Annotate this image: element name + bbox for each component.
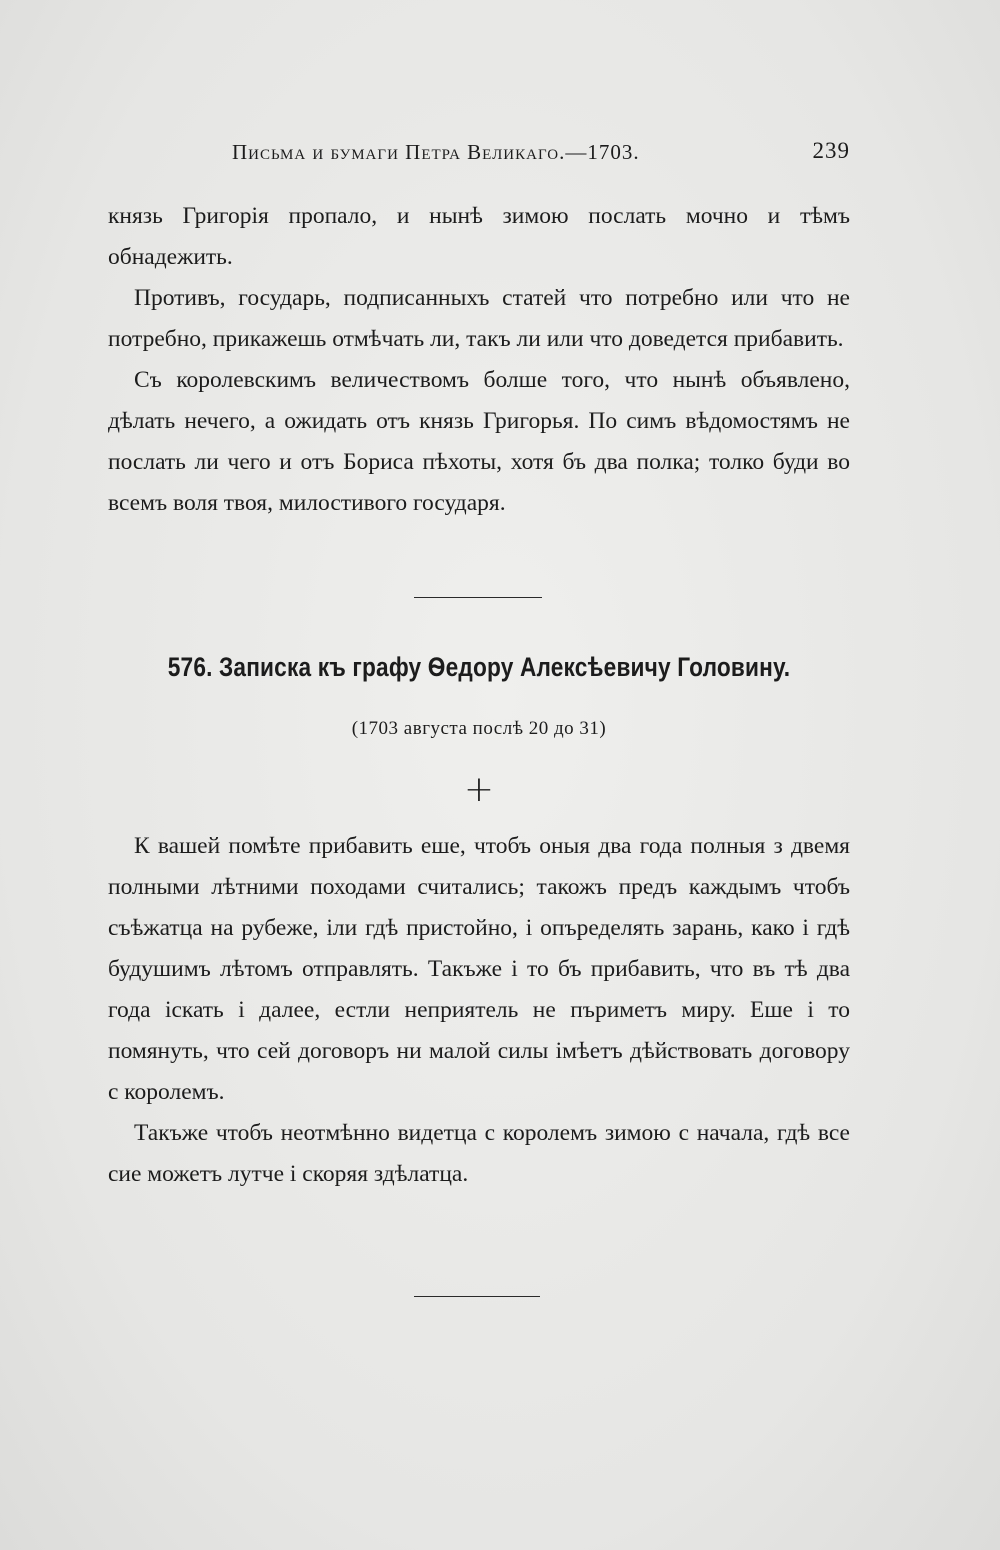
- section-heading: 576. Записка къ графу Ѳедору Алексѣевичу Головину.: [167, 652, 791, 682]
- paragraph: Противъ, государь, подписанныхъ статей что потребно или что не потребно, прикажешь отмѣчать ли, такъ ли или что доведется прибавить.: [108, 285, 850, 352]
- paragraph: Съ королевскимъ величествомъ болше того, что нынѣ объявлено, дѣлать нечего, а ожидать отъ князь Григорья. По симъ вѣдомостямъ не послать ли чего и отъ Бориса пѣхоты, хотя бъ два полка; толко буди во всемъ воля твоя, милостивого государя.: [108, 367, 850, 516]
- running-title: Письма и бумаги Петра Великаго.—1703.: [232, 140, 640, 164]
- paragraph: князь Григорія пропало, и нынѣ зимою послать мочно и тѣмъ обнадежить.: [108, 203, 850, 270]
- section-divider: [414, 597, 542, 598]
- section-divider: [414, 1296, 540, 1297]
- paragraph: Такъже чтобъ неотмѣнно видетца с королемъ зимою с начала, гдѣ все сие можетъ лутче i скоряя здѣлатца.: [108, 1120, 850, 1187]
- note-text: [108, 826, 850, 1195]
- running-head: [108, 140, 850, 172]
- date-line: (1703 августа послѣ 20 до 31): [351, 718, 607, 739]
- paragraph: К вашей помѣте прибавить еше, чтобъ оныя два года полныя з двемя полными лѣтними походами считались; такожъ предъ каждымъ чтобъ съѣжатца на рубеже, iли гдѣ пристойно, i опъределять зарань, како i гдѣ будушимъ лѣтомъ отправлять. Такъже i то бъ прибавить, что въ тѣ два года iскать i далее, естли неприятель не пъриметъ миру. Еше i то помянуть, что сей договоръ ни малой силы iмѣетъ дѣйствовать договору с королемъ.: [108, 833, 850, 1105]
- page-number: 239: [812, 138, 850, 163]
- continued-letter-text: [108, 196, 850, 524]
- cross-mark: +: [463, 769, 495, 810]
